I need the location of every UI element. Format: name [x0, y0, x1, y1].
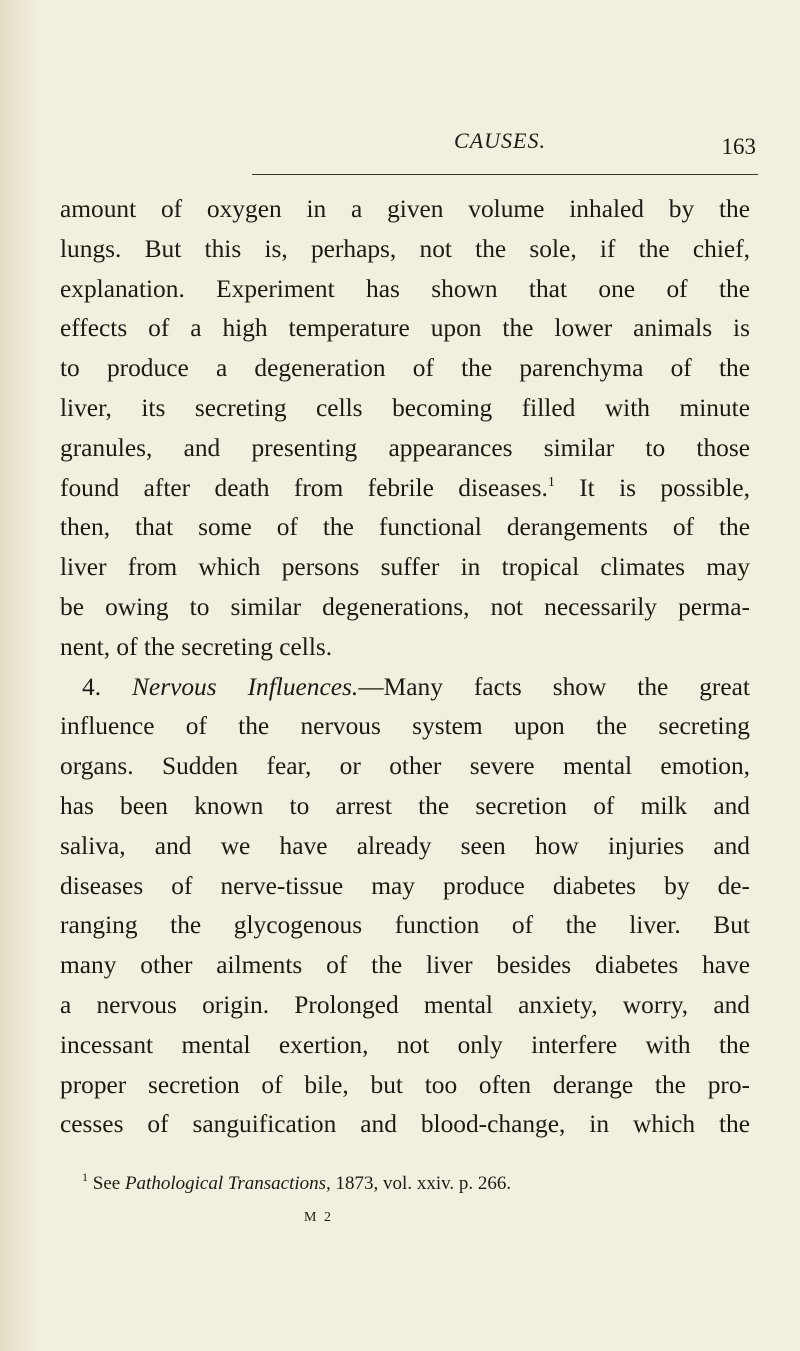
running-title: CAUSES.: [454, 128, 546, 153]
footnote-see: See: [92, 1173, 121, 1194]
text-line: effects of a high temperature upon the lower animals is: [60, 314, 750, 343]
text-line: be owing to similar degenerations, not necessarily perma-: [60, 592, 750, 621]
section-heading: Nervous Influences.: [132, 672, 359, 701]
text-line: ranging the glycogenous function of the liver. But: [60, 911, 750, 940]
text-line: has been known to arrest the secretion of milk and: [60, 791, 750, 820]
text-line: then, that some of the functional derangements of the: [60, 513, 750, 542]
text-line: influence of the nervous system upon the secreting: [60, 712, 750, 741]
text-fragment: It is possible,: [579, 473, 750, 502]
text-fragment: —Many facts show the great: [358, 672, 750, 701]
text-line: nent, of the secreting cells.: [60, 632, 333, 661]
signature-mark: M 2: [304, 1210, 333, 1225]
running-head: [244, 128, 756, 162]
footnote-reference[interactable]: 1: [547, 474, 555, 490]
footnote-source: Pathological Transactions,: [124, 1173, 331, 1194]
text-line: saliva, and we have already seen how injuries and: [60, 831, 750, 860]
header-rule: [252, 174, 758, 175]
text-line: many other ailments of the liver besides diabetes have: [60, 951, 750, 980]
text-line: amount of oxygen in a given volume inhaled by the: [60, 195, 750, 223]
section-number: 4.: [82, 672, 102, 701]
text-fragment: found after death from febrile diseases.: [60, 473, 548, 502]
text-line: incessant mental exertion, not only interfere with the: [60, 1030, 750, 1059]
text-line: liver, its secreting cells becoming filled with minute: [60, 393, 750, 422]
text-line: cesses of sanguification and blood-change, in which the: [60, 1110, 750, 1139]
body-text: [60, 190, 750, 1145]
text-line: organs. Sudden fear, or other severe mental emotion,: [60, 752, 750, 781]
footnote-marker: 1: [82, 1170, 88, 1184]
footnote: [82, 1170, 752, 1195]
text-line: diseases of nerve-tissue may produce diabetes by de-: [60, 871, 750, 900]
text-line: proper secretion of bile, but too often derange the pro-: [60, 1070, 750, 1099]
footnote-details: 1873, vol. xxiv. p. 266.: [335, 1173, 512, 1194]
text-line: to produce a degeneration of the parenchyma of the: [60, 354, 750, 383]
section-heading-line: [60, 668, 750, 708]
text-line: granules, and presenting appearances similar to those: [60, 433, 750, 462]
text-line: [60, 469, 750, 509]
text-line: explanation. Experiment has shown that one of the: [60, 274, 750, 303]
page-number: 163: [721, 134, 756, 159]
text-line: lungs. But this is, perhaps, not the sole, if the chief,: [60, 234, 750, 263]
text-line: liver from which persons suffer in tropical climates may: [60, 553, 750, 582]
text-line: a nervous origin. Prolonged mental anxiety, worry, and: [60, 990, 750, 1019]
